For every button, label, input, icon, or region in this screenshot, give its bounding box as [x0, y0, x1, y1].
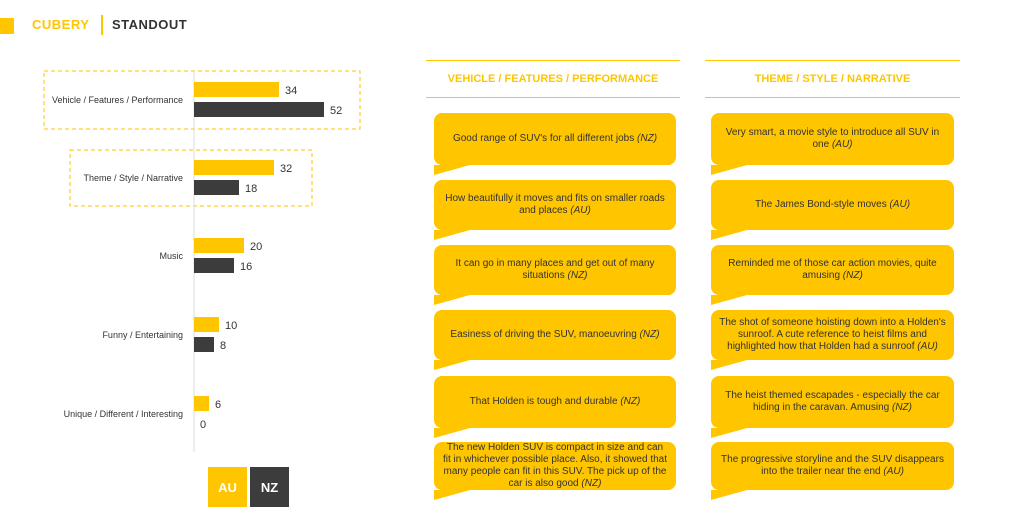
quote-market-tag: (NZ) [842, 270, 863, 281]
quote-market-tag: (NZ) [639, 329, 660, 340]
value-label-au-unique-different-interesting: 6 [215, 399, 222, 411]
quote-text: Easiness of driving the SUV, manoeuvring (NZ) [450, 329, 660, 340]
quote-bubble-right [711, 442, 954, 490]
bar-au-theme-style-narrative [194, 160, 274, 175]
quote-text: The new Holden SUV is compact in size and can fit in whichever possible place. Also, it showed that many people can fit in this SUV. The pick up of the car is also good (NZ) [442, 442, 667, 489]
quote-bubble-right [711, 310, 954, 360]
quote-text: It can go in many places and get out of many situations (NZ) [455, 258, 655, 281]
legend-au: AU [208, 467, 247, 507]
quote-text: The James Bond-style moves (AU) [754, 199, 911, 210]
quote-market-tag: (AU) [883, 466, 904, 477]
bar-nz-funny-entertaining [194, 337, 214, 352]
quote-market-tag: (AU) [917, 341, 938, 352]
category-label-funny-entertaining: Funny / Entertaining [102, 330, 183, 340]
quote-bubble-left [434, 113, 676, 165]
quote-market-tag: (NZ) [567, 270, 588, 281]
quote-text: Good range of SUV's for all different jobs (NZ) [452, 133, 658, 144]
legend-nz: NZ [250, 467, 289, 507]
value-label-au-music: 20 [250, 241, 263, 253]
quote-bubble-right [711, 113, 954, 165]
quote-market-tag: (AU) [889, 199, 911, 210]
quote-market-tag: (NZ) [637, 133, 658, 144]
category-label-vehicle-features-performance: Vehicle / Features / Performance [51, 95, 183, 105]
bar-nz-theme-style-narrative [194, 180, 239, 195]
bar-au-music [194, 238, 244, 253]
column-title-theme: THEME / STYLE / NARRATIVE [705, 60, 960, 98]
quote-bubble-left [434, 310, 676, 360]
quote-text: That Holden is tough and durable (NZ) [469, 396, 641, 407]
value-label-nz-music: 16 [240, 261, 253, 273]
bar-au-unique-different-interesting [194, 396, 209, 411]
bar-nz-music [194, 258, 234, 273]
value-label-nz-theme-style-narrative: 18 [245, 183, 258, 195]
bar-nz-vehicle-features-performance [194, 102, 324, 117]
quote-text: The heist themed escapades - especially the car hiding in the caravan. Amusing (NZ) [725, 390, 940, 413]
section-title: STANDOUT [112, 17, 188, 32]
value-label-au-theme-style-narrative: 32 [280, 163, 293, 175]
standout-bar-chart [0, 0, 400, 526]
quote-text: Very smart, a movie style to introduce all SUV in one (AU) [725, 127, 940, 150]
quote-bubble-right [711, 376, 954, 428]
quote-market-tag: (AU) [570, 205, 591, 216]
value-label-nz-funny-entertaining: 8 [220, 340, 227, 352]
quote-text: The progressive storyline and the SUV disappears into the trailer near the end (AU) [721, 454, 944, 477]
quote-bubble-right [711, 245, 954, 295]
bar-au-vehicle-features-performance [194, 82, 279, 97]
quote-bubble-left [434, 442, 676, 490]
value-label-nz-unique-different-interesting: 0 [200, 419, 207, 431]
quote-bubble-left [434, 180, 676, 230]
quote-bubble-left [434, 376, 676, 428]
quote-text: The shot of someone hoisting down into a Holden's sunroof. A cute reference to heist films and highlighted how that Holden had a sunroof (AU) [719, 317, 946, 352]
brand-logo-text: CUBERY [32, 17, 90, 32]
value-label-au-vehicle-features-performance: 34 [285, 85, 298, 97]
quote-market-tag: (AU) [831, 139, 853, 150]
category-label-music: Music [159, 251, 183, 261]
value-label-au-funny-entertaining: 10 [225, 320, 238, 332]
quote-market-tag: (NZ) [620, 396, 641, 407]
bar-au-funny-entertaining [194, 317, 219, 332]
quote-bubble-left [434, 245, 676, 295]
category-label-theme-style-narrative: Theme / Style / Narrative [83, 173, 183, 183]
category-label-unique-different-interesting: Unique / Different / Interesting [63, 409, 183, 419]
column-title-vehicle: VEHICLE / FEATURES / PERFORMANCE [426, 60, 680, 98]
quote-market-tag: (NZ) [581, 478, 602, 489]
quote-market-tag: (NZ) [891, 402, 912, 413]
quote-text: How beautifully it moves and fits on smaller roads and places (AU) [445, 193, 665, 216]
value-label-nz-vehicle-features-performance: 52 [330, 105, 343, 117]
quote-bubble-right [711, 180, 954, 230]
quote-text: Reminded me of those car action movies, quite amusing (NZ) [728, 258, 937, 281]
